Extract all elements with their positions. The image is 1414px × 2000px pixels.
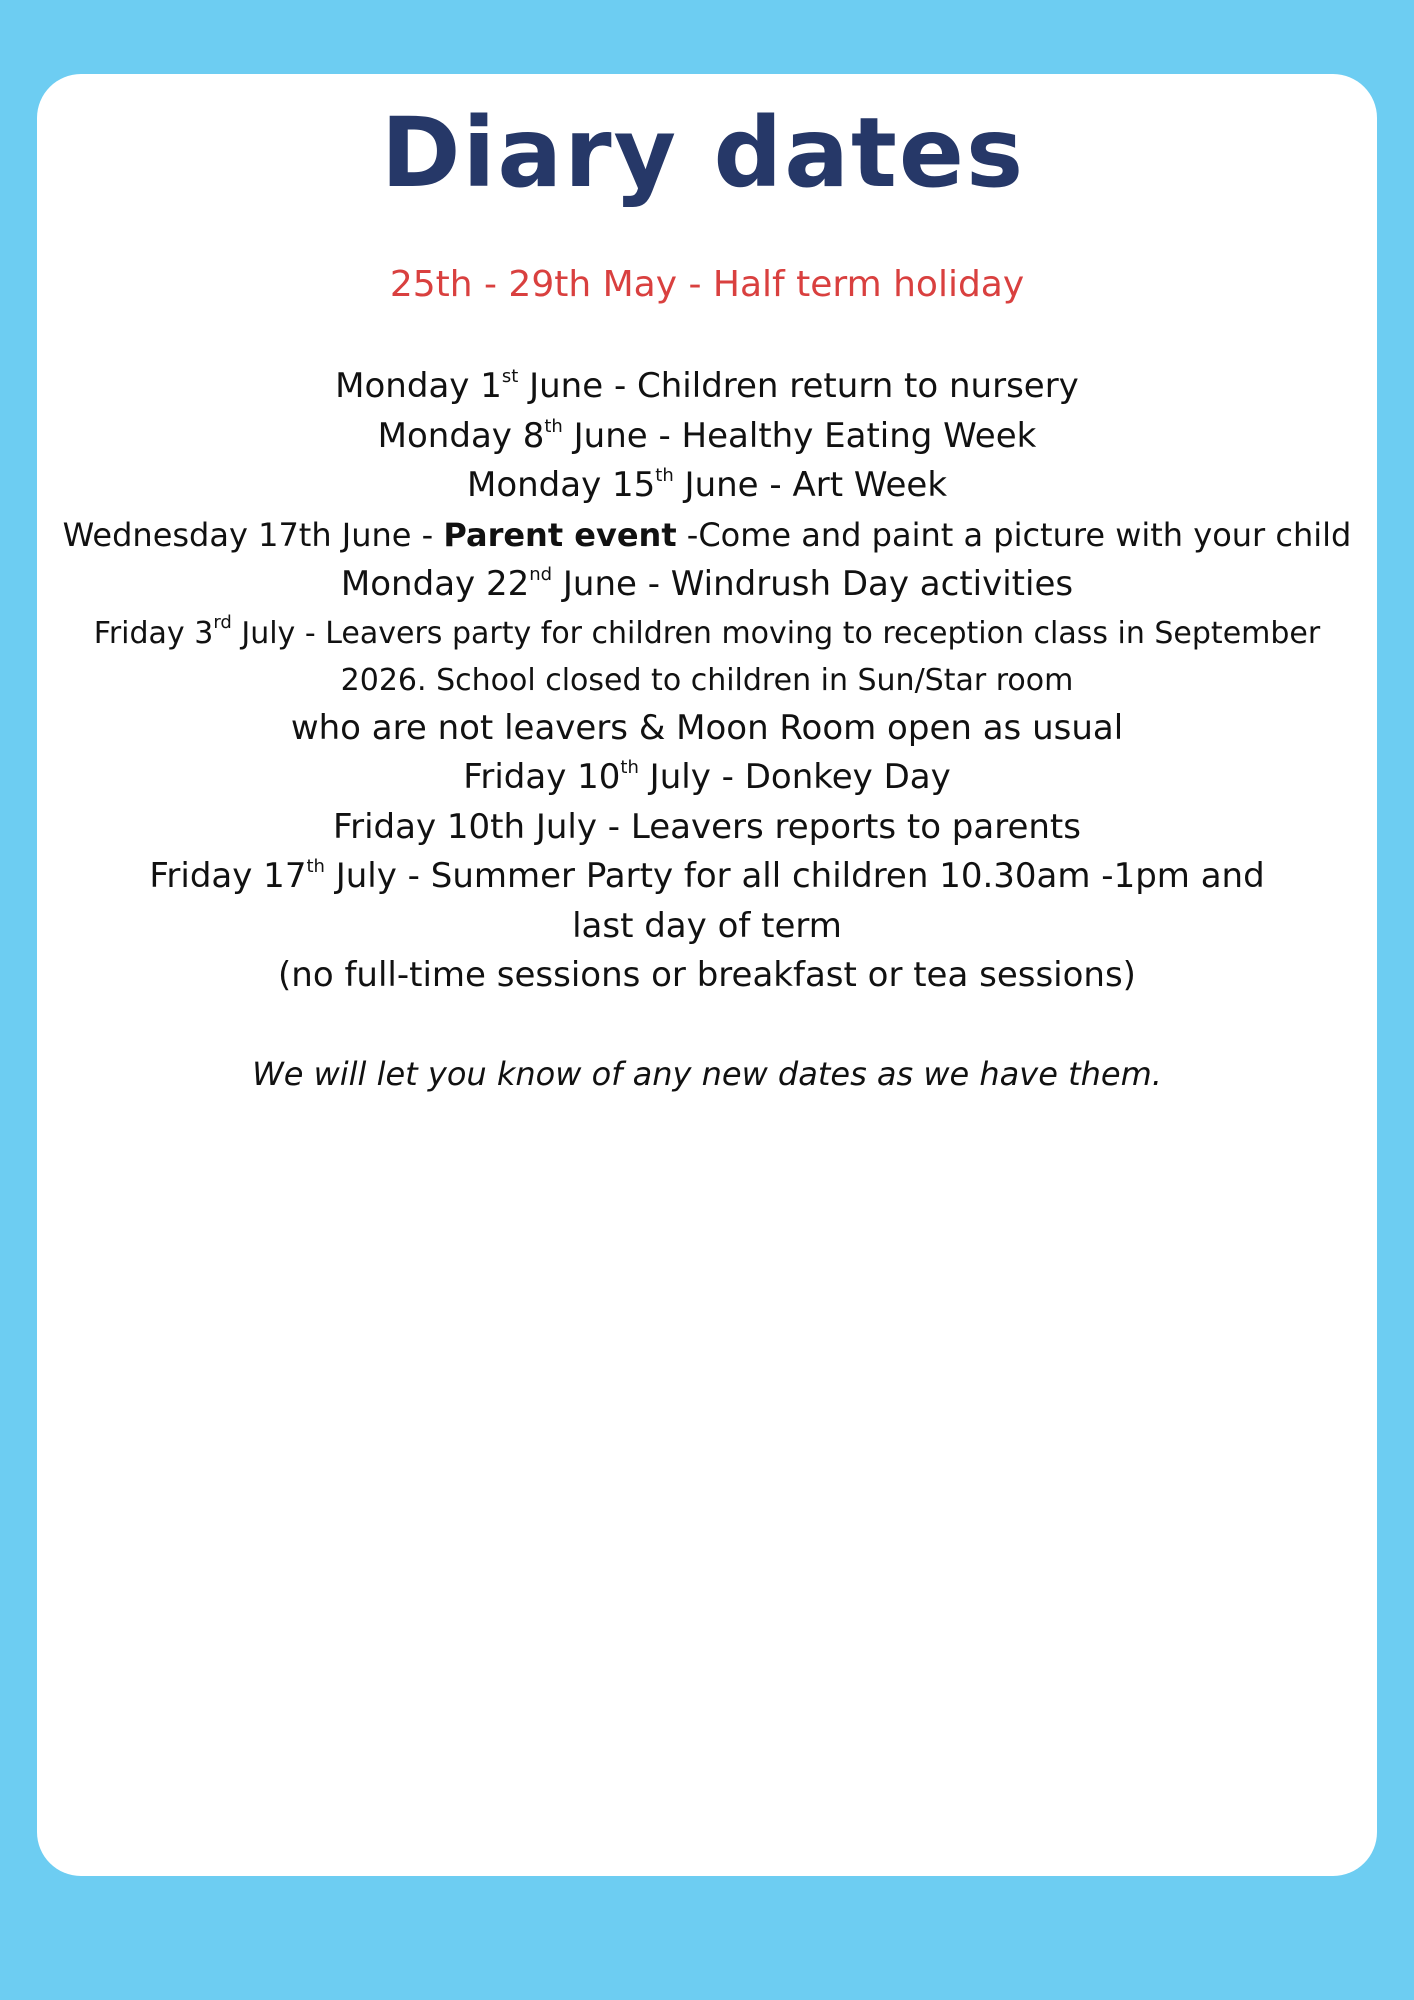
event-line: last day of term bbox=[572, 905, 842, 946]
event-line: Monday 22nd June - Windrush Day activities bbox=[340, 564, 1074, 604]
event-line: Friday 3rd July - Leavers party for children moving to reception class in September bbox=[93, 611, 1321, 651]
page-title: Diary dates bbox=[380, 97, 1026, 209]
event-line: Wednesday 17th June - Parent event -Come and paint a picture with your child bbox=[62, 515, 1352, 554]
event-line: Friday 10th July - Donkey Day bbox=[463, 757, 951, 797]
event-line: Monday 1st June - Children return to nursery bbox=[335, 366, 1079, 406]
event-line: Friday 10th July - Leavers reports to parents bbox=[333, 806, 1081, 847]
events-list bbox=[40, 362, 1374, 1001]
event-line: Friday 17th July - Summer Party for all children 10.30am -1pm and bbox=[149, 856, 1265, 896]
event-line: Monday 8th June - Healthy Eating Week bbox=[377, 415, 1037, 456]
event-line: (no full-time sessions or breakfast or tea sessions) bbox=[278, 955, 1136, 995]
event-line: Monday 15th June - Art Week bbox=[466, 465, 948, 505]
event-line: who are not leavers & Moon Room open as usual bbox=[290, 707, 1124, 748]
event-line: 2026. School closed to children in Sun/Star room bbox=[340, 662, 1074, 698]
holiday-notice: 25th - 29th May - Half term holiday bbox=[389, 264, 1025, 305]
footer-note: We will let you know of any new dates as we have them. bbox=[252, 1055, 1162, 1093]
parent-event-label: Parent event bbox=[443, 515, 677, 554]
